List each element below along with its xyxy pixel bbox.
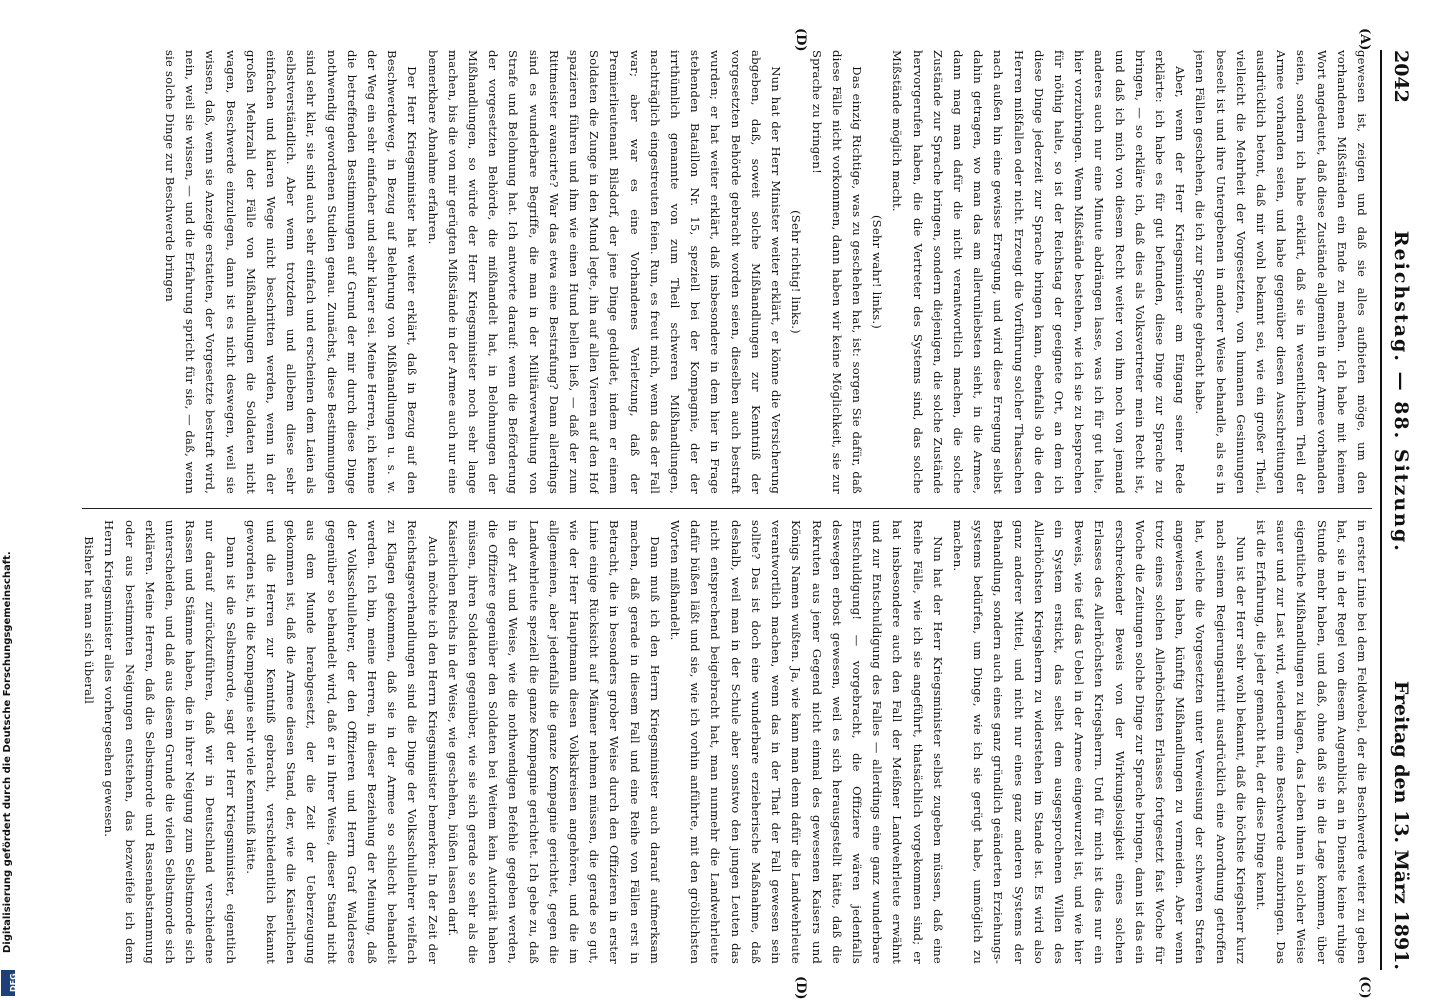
credit-text: Digitalisierung gefördert durch die Deutsche Forschungsgemeinschaft. (2, 551, 13, 953)
interjection: (Sehr richtig! links.) (789, 210, 804, 334)
paragraph: Bisher hat man sich überall (82, 536, 97, 705)
digitization-credit (0, 0, 18, 1000)
margin-marker-a: (A) (1357, 28, 1372, 51)
paragraph: Nun ist der Herr sehr wohl bekannt, daß die höchste Kriegsherr kurz nach seinem Regierungsantritt ausdrücklich eine Anordnung getroffen hat, welche die Vorgesetzten unter Verweisung der schweren Strafen angewiesen haben, künftig Mißhandlungen zu vermeiden. Aber wenn trotz eines solchen Allerhöchsten Erlasses fortgesetzt fast Woche für Woche die Zeitungen solche Dinge zur Sprache bringen, dann ist das ein erschreckender Beweis von der Wirkungslosigkeit eines solchen Erlasses des Allerhöchsten Kriegsherrn. Und für mich ist dies nur ein Beweis, wie tief das Uebel in der Armee eingewurzelt ist, und wie hier ein System erstickt, das selbst dem ausgesprochenen Willen des Allerhöchsten Kriegsherrn zu widerstehen im Stande ist. Es wird also ganz anderer Mittel, und nicht nur eines ganz anderen Systems der Behandlung, sondern auch eines ganz gründlich geänderten Erziehungs-systems bedürfen, um Dinge, wie ich sie gerügt habe, unmöglich zu machen. (950, 520, 1248, 964)
margin-marker-d-right: (D) (793, 976, 808, 1000)
paragraph: Nun hat der Herr Kriegsminister selbst zugeben müssen, daß eine Reihe Fälle, wie ich sie angeführt, thatsächlich vorgekommen sind; er hat insbesondere auch den Fall der Meißner Landwehrleute erwähnt und zur Entschuldigung des Falles — allerdings eine ganz wunderbare Entschuldigung! — vorgebracht, die Offiziere wären jedenfalls deswegen erbost gewesen, weil es sich herausgestellt hätte, daß die Rekruten aus jener Gegend nicht einmal des gewesenen Kaisers und Königs Namen wußten. Ja, wie kann man denn dafür die Landwehrleute verantwortlich machen, wenn das in der That der Fall gewesen sein sollte? Das ist doch eine wunderbare erzieherische Maßnahme, daß deshalb, weil man in der Schule aber sonstwo den jungen Leuten das nicht entsprechend beigebracht hat, man nunmehr die Landwehrleute dafür büßen läßt und sie, wie ich vorhin anführte, mit den gröblichsten Worten mißhandelt. (668, 520, 945, 964)
page-title: Reichstag. — 88. Sitzung. (1390, 230, 1412, 553)
paragraph: Das einzig Richtige, was zu geschehen hat, ist: sorgen Sie dafür, daß diese Fälle nicht vorkommen, dann haben wir keine Möglichkeit, sie zur Sprache zu bringen! (809, 50, 864, 494)
paragraph: Der Herr Kriegsminister hat weiter erklärt, daß in Bezug auf den Beschwerdeweg, in Bezug auf Belehrung von Mißhandlungen u. s. w. der Weg ein sehr einfacher und sehr klarer sei. Meine Herren, ich kenne die betreffenden Bestimmungen auf Grund der mir durch diese Dinge nothwendig gewordenen Studien genau. Zunächst, diese Bestimmungen sind sehr klar, sie sind auch sehr einfach und erscheinen dem Laien als selbstverständlich. Aber wenn trotzdem und allebem diese sehr einfachen und klaren Wege nicht beschritten werden, wenn in der großen Mehrzahl der Fälle von Mißhandlungen die Soldaten nicht wagen, Beschwerde einzulegen, dann ist es nicht deswegen, weil sie wissen, daß, wenn sie Anzeige erstatten, der Vorgesetzte bestraft wird, nein, weil sie wissen, — und die Erfahrung spricht für sie, — daß, wenn sie solche Dinge zur Beschwerde bringen (163, 50, 420, 494)
paragraph: Dann muß ich den Herrn Kriegsminister auch darauf aufmerksam machen, daß gerade in diesem Fall und eine Reihe von Fällen erst in Betracht, die in besonders grober Weise durch den Offizieren in erster Linie einige Rücksicht auf Männer nehmen müssen, die gerade so gut, wie der Herr Hauptmann diesen Volkskreisen angehören, und die im allgemeinen, aber jedenfalls die ganze Kompagnie gerichtet, gegen die Landwehrleute speziell die ganze Kompagnie gerichtet. Ich gebe zu, daß in der Art und Weise, wie die nothwendigen Befehle gegeben werden, die Offiziere gegenüber den Soldaten bei Weitem kein Autorität haben müssen, ihren Soldaten gegenüber, wie sie sich gerade so sehr als die Kaiserlichen Reichs in der Weise, wie geschehen, büßen lassen darf. (445, 520, 662, 964)
header-rule (1380, 50, 1382, 970)
column-divider (82, 508, 1372, 509)
dfg-logo-icon: DFG (1, 970, 15, 996)
rotated-page-content (78, 28, 1418, 1000)
paragraph: gewesen ist, zeigen und daß sie alles aufbieten möge, um den vorhandenen Mißständen ein Ende zu machen. Ich habe mit keinem Wort angedeutet, daß diese Zustände allgemein in der Armee vorhanden seien, sondern ich habe erklärt, daß sie in wesentlichem Theil der Armee vorhanden seien, und habe gegenüber diesen Ausschreitungen ausdrücklich betont, daß mir wohl bekannt sei, wie ein großer Theil, vielleicht die Mehrheit der Vorgesetzten, von humanen Gesinnungen beseelt ist und ihre Untergebenen in anderer Weise behandle, als es in jenen Fällen geschehen, die ich zur Sprache gebracht habe. (1193, 50, 1369, 494)
paragraph: Aber, wenn der Herr Kriegsminister am Eingang seiner Rede erklärte: ich habe es für gut befunden, diese Dinge zur Sprache zu bringen, — so erkläre ich, daß dies als Volksvertreter mein Recht ist, und daß ich mich von diesem Recht weiter von ihm noch von jemand anderes auch nur eine Minute abdrängen lasse, was ich für gut halte, hier vorzubringen. Wenn Mißstände bestehen, wie ich sie zu besprechen für nöthig halte, so ist der Reichstag der geeignete Ort, an dem ich diese Dinge jederzeit zur Sprache bringen kann, ebenfalls ob die den Herren mißfallen oder nicht. Erzeugt die Vorführung solcher Thatsachen nach außen hin eine gewisse Erregung, und wird diese Erregung selbst dahin getragen, wo man das am allerunliebsten sieht, in die Armee, dann mag man dafür die nicht verantwortlich machen, die solche Zustände zur Sprache bringen, sondern diejenigen, die solche Zustände hervorgerufen haben, die die Vertreter des Systems sind, das solche Mißstände möglich macht. (890, 50, 1188, 494)
page-header (1384, 50, 1418, 970)
page-number: 2042 (1390, 50, 1412, 103)
margin-marker-c: (C) (1357, 976, 1372, 999)
page-date: Freitag den 13. März 1891. (1390, 680, 1412, 970)
right-column (82, 520, 1372, 964)
left-column (82, 50, 1372, 494)
paragraph: Auch möchte ich den Herrn Kriegsminister bemerken: In der Zeit der Reichstagsverhandlungen sind die Dinge der Volksschullehrer vielfach zu Klagen gekommen, daß sie in der Armee so schlecht behandelt werden. Ich bin, meine Herren, in dieser Beziehung der Meinung, daß der Volksschullehrer, der den Offizieren und Herrn Graf Waldersee gegenüber so behandelt wird, daß er in Ihrer Weise, dieser Stand nicht aus dem Munde herabgesetzt, der die Zeit der Ueberzeugung gekommen ist, daß die Armee diesen Stand, der, wie die Kaiserlichen und die Herren zur Kenntniß gebracht, verschiedentlich bekannt geworden ist, in die Kompagnie sehr viele Kenntniß hätte. (243, 520, 440, 964)
interjection: (Sehr wahr! links.) (870, 214, 885, 330)
margin-marker-d-left: (D) (793, 28, 808, 52)
paragraph: in erster Linie bei dem Feldwebel, der die Beschwerde weiter zu geben hat, sie in der Regel von diesem Augenblick an in Dienste keine ruhige Stunde mehr haben, und daß, ohne daß sie in die Lage kommen, über eigentliche Mißhandlungen zu klagen, das Leben ihnen in solcher Weise sauer und zur Last wird, wiederum eine Beschwerde anzubringen. Das ist die Erfahrung, die jeder gemacht hat, der diese Dinge kennt. (1253, 520, 1369, 964)
paragraph: Dann ist die Selbstmorde, sagt der Herr Kriegsminister, eigentlich nur darauf zurückzuführen, daß wir in Deutschland verschiedene Rassen und Stämme haben, die in ihrer Neigung zum Selbstmorde sich unterscheiden, und daß aus diesem Grunde die vielen Selbstmorde sich erklären. Meine Herren, daß die Selbstmorde und Rassenabstammung oder aus bestimmten Neigungen entstehen, das bezweifele ich dem Herrn Kriegsminister alles vorhergesehen gewesen. (102, 520, 238, 964)
paragraph: Nun hat der Herr Minister weiter erklärt, er könne die Versicherung abgeben, daß, soweit solche Mißhandlungen zur Kenntniß der vorgesetzten Behörde gebracht worden seien, dieselben auch bestraft wurden; er hat weiter erklärt, daß insbesondere in dem hier in Frage stehenden Bataillon Nr. 15, speziell bei der Kompagnie, der der irrthümlich genannte von zum Theil schweren Mißhandlungen, nachträglich eingestreuten feien. Run, es freut mich, wenn das der Fall war; aber war es eine Vorhandenes Verletzung, daß der Premierlieutenant Bilsdorf, der jene Dinge geduldet, indem er einem Soldaten die Zunge in den Mund legte, ihn auf allen Vieren auf den Hof spazieren führen und ihm wie einen Hund bellen ließ, — daß der zum Rittmeister avancirte? War das etwa eine Bestrafung? Dann allerdings sind es wunderbare Begriffe, die man in der Militärverwaltung von Strafe und Belohnung hat. Ich antworte darauf: wenn die Beförderung der vorgesetzten Behörde, die mißhandelt hat, in Belohnungen der Mißhandlungen, so würde der Herr Kriegsminister noch sehr lange machen, bis die von mir gerügten Mißstände in der Armee auch nur eine bemerkbare Abnahme erfahren. (425, 50, 784, 494)
